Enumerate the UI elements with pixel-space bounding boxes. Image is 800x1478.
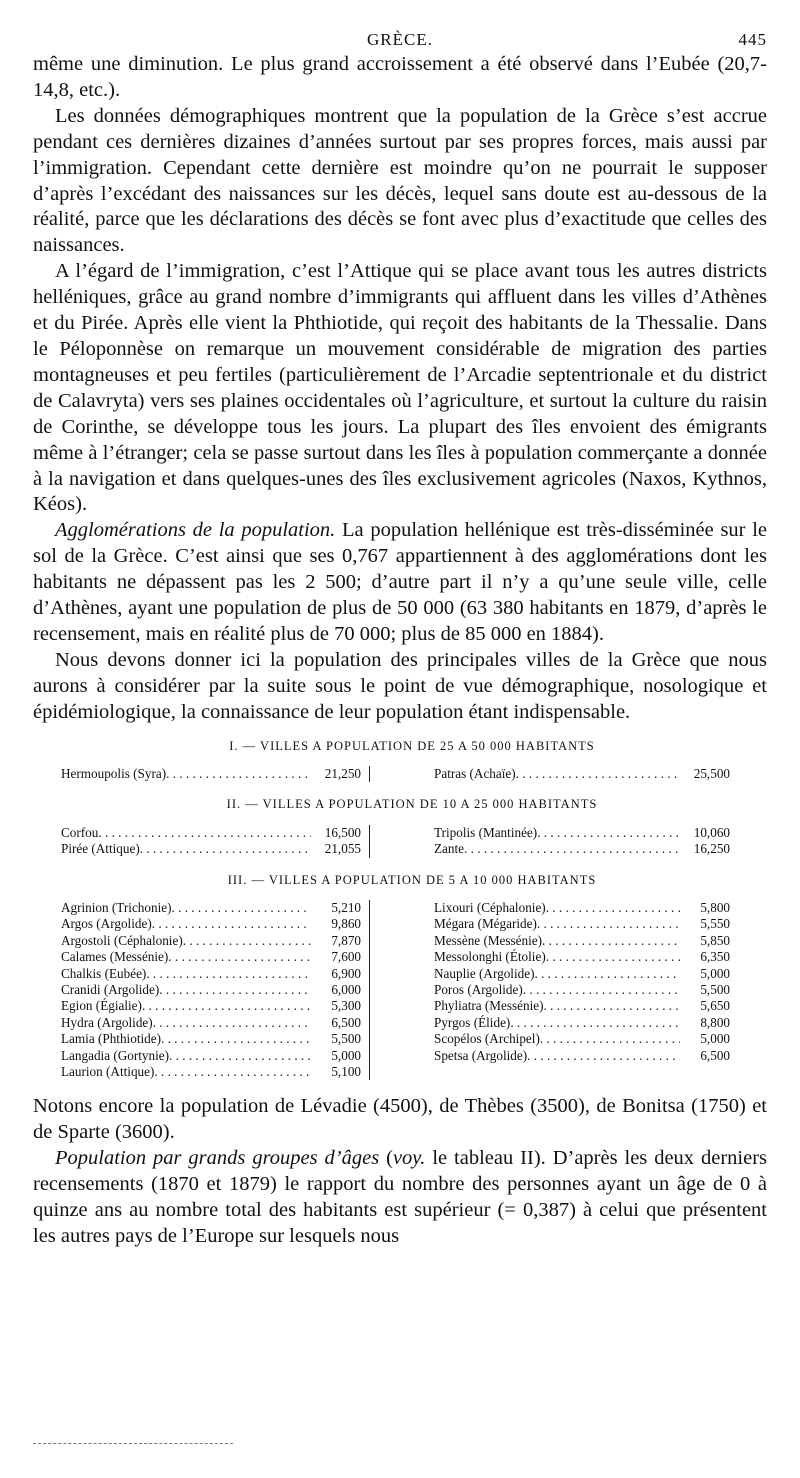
table-row — [61, 1015, 361, 1031]
table-row — [61, 966, 361, 982]
running-title: GRÈCE. — [367, 30, 433, 49]
population-value: 8,800 — [700, 1014, 730, 1030]
table-row — [434, 766, 730, 782]
table-row — [434, 1031, 730, 1047]
leader-dots — [98, 825, 311, 841]
leader-dots — [540, 1031, 680, 1047]
table-row — [61, 916, 361, 932]
leader-dots — [542, 933, 680, 949]
paragraph — [33, 259, 767, 518]
population-value: 6,500 — [700, 1047, 730, 1063]
table-row — [434, 825, 730, 841]
table-column-left — [61, 900, 370, 1080]
leader-dots — [154, 1064, 311, 1080]
table-column-right — [434, 766, 730, 782]
city-name: Agrinion (Trichonie) — [61, 900, 172, 915]
leader-dots — [152, 916, 311, 932]
table-row — [61, 841, 361, 857]
table-heading: I. — VILLES A POPULATION DE 25 A 50 000 HABITANTS — [229, 738, 595, 753]
paragraph — [33, 1094, 767, 1146]
population-value: 6,900 — [331, 965, 361, 981]
paragraph-text: Notons encore la population de Lévadie (4500), de Thèbes (3500), de Bonitsa (1750) et de Sparte (3600). — [33, 1095, 767, 1144]
paragraph-text: ( — [379, 1147, 393, 1170]
leader-dots — [172, 900, 312, 916]
leader-dots — [546, 949, 680, 965]
population-value: 5,000 — [700, 1031, 730, 1047]
footer-rule — [33, 1443, 233, 1444]
population-value: 16,500 — [324, 824, 361, 840]
leader-dots — [140, 841, 311, 857]
page — [33, 26, 767, 1250]
paragraph — [33, 52, 767, 104]
city-name: Pirée (Attique) — [61, 841, 140, 857]
table-heading: II. — VILLES A POPULATION DE 10 A 25 000 HABITANTS — [226, 797, 598, 812]
city-name: Zante — [434, 841, 465, 857]
table-heading: III. — VILLES A POPULATION DE 5 A 10 000 HABITANTS — [227, 872, 597, 887]
population-value: 16,250 — [693, 841, 730, 857]
city-name: Tripolis (Mantinée) — [434, 824, 538, 840]
table-row — [61, 1064, 361, 1080]
city-name: Chalkis (Eubée) — [61, 965, 147, 981]
leader-dots — [516, 766, 680, 782]
paragraph-text: même une diminution. Le plus grand accroissement a été observé dans l’Eubée (20,7-14,8, etc.). — [33, 53, 767, 101]
table-section — [61, 738, 763, 783]
population-value: 5,210 — [331, 900, 361, 915]
city-name: Lamia (Phthiotide) — [61, 1031, 161, 1047]
table-row — [61, 900, 361, 916]
leader-dots — [464, 841, 680, 857]
leader-dots — [546, 900, 680, 916]
population-value: 5,650 — [700, 998, 730, 1014]
city-name: Scopélos (Archipel) — [434, 1031, 540, 1047]
body-text-after-table — [33, 1094, 767, 1249]
table-row — [434, 1048, 730, 1064]
table-row — [61, 949, 361, 965]
italic-text: voy. — [392, 1147, 426, 1170]
paragraph-text: le tableau II). D’après les deux derniers recensements (1870 et 1879) le rapport du nombre des personnes ayant un âge de 0 à quinze ans au nombre total des habitants est supérieur (= 0,387) à celui que présentent les autres pays de l’Europe sur lesquels nous — [33, 1147, 767, 1247]
paragraph — [33, 1146, 767, 1250]
leader-dots — [142, 998, 311, 1014]
population-value: 5,000 — [700, 965, 730, 981]
leader-dots — [544, 998, 681, 1014]
page-number: 445 — [738, 30, 767, 49]
population-value: 5,550 — [700, 916, 730, 932]
city-name: Pyrgos (Élide) — [434, 1014, 511, 1030]
leader-dots — [153, 1015, 311, 1031]
table-section — [61, 872, 763, 1081]
paragraph-text: Les données démographiques montrent que la population de la Grèce s’est accrue pendant ces dernières dizaines d’années surtout par ses propres forces, mais aussi par l’immigration. Cependant cette dernière est moindre qu’on ne pourrait le supposer d’après l’excédant des naissances sur les décès, lequel sans doute est au-dessous de la réalité, parce que les déclarations des décès se font avec plus d’exactitude que celles des naissances. — [33, 104, 767, 257]
table-row — [61, 766, 361, 782]
city-name: Egion (Égialie) — [61, 998, 142, 1014]
leader-dots — [169, 1048, 311, 1064]
paragraph — [33, 518, 767, 648]
leader-dots — [527, 1048, 680, 1064]
table-row — [434, 998, 730, 1014]
city-name: Messolonghi (Étolie) — [434, 949, 546, 965]
population-value: 5,500 — [331, 1031, 361, 1047]
table-row — [61, 933, 361, 949]
table-column-right — [434, 900, 730, 1080]
population-value: 9,860 — [331, 916, 361, 932]
leader-dots — [537, 825, 680, 841]
population-value: 5,800 — [700, 900, 730, 915]
city-name: Laurion (Attique) — [61, 1064, 155, 1080]
italic-text: Population par grands groupes d’âges — [55, 1147, 380, 1170]
leader-dots — [183, 933, 311, 949]
table-row — [434, 916, 730, 932]
population-value: 7,870 — [331, 932, 361, 948]
population-value: 5,850 — [700, 932, 730, 948]
paragraph — [33, 104, 767, 259]
city-name: Argostoli (Céphalonie) — [61, 932, 183, 948]
table-row — [434, 1015, 730, 1031]
city-name: Lixouri (Céphalonie) — [434, 900, 546, 915]
city-name: Argos (Argolide) — [61, 916, 152, 932]
leader-dots — [534, 966, 680, 982]
table-row — [61, 825, 361, 841]
city-name: Cranidi (Argolide) — [61, 982, 160, 998]
leader-dots — [168, 949, 311, 965]
city-name: Corfou — [61, 824, 99, 840]
table-column-right — [434, 825, 730, 858]
paragraph-text: La population hellénique est très-disséminée sur le sol de la Grèce. C’est ainsi que ses 0,767 appartiennent à des agglomérations dont les habitants ne dépassent pas les 2 500; d’autre part il n’y a qu’une seule ville, celle d’Athènes, ayant une population de plus de 50 000 (63 380 habitants en 1879, d’après le recensement, mais en réalité plus de 70 000; plus de 85 000 en 1884). — [33, 519, 767, 645]
population-value: 21,250 — [324, 765, 361, 781]
paragraph-text: Nous devons donner ici la population des principales villes de la Grèce que nous aurons à considérer par la suite sous le point de vue démographique, nosologique et épidémiologique, la connaissance de leur population étant indispensable. — [33, 648, 767, 723]
paragraph — [33, 648, 767, 726]
table-column-left — [61, 825, 370, 858]
leader-dots — [146, 966, 311, 982]
population-value: 5,300 — [331, 998, 361, 1014]
city-name: Hermoupolis (Syra) — [61, 765, 167, 781]
population-value: 6,350 — [700, 949, 730, 965]
city-name: Messène (Messénie) — [434, 932, 543, 948]
population-value: 5,100 — [331, 1064, 361, 1080]
city-name: Phyliatra (Messénie) — [434, 998, 544, 1014]
leader-dots — [510, 1015, 680, 1031]
leader-dots — [537, 916, 680, 932]
city-name: Nauplie (Argolide) — [434, 965, 535, 981]
population-value: 21,055 — [324, 841, 361, 857]
population-value: 5,500 — [700, 982, 730, 998]
population-value: 25,500 — [693, 765, 730, 781]
city-population-tables — [61, 738, 763, 1081]
leader-dots — [159, 982, 311, 998]
table-row — [434, 982, 730, 998]
table-row — [61, 1031, 361, 1047]
body-text-before-table — [33, 52, 767, 726]
city-name: Hydra (Argolide) — [61, 1014, 153, 1030]
population-value: 10,060 — [693, 824, 730, 840]
table-row — [434, 841, 730, 857]
city-name: Spetsa (Argolide) — [434, 1047, 528, 1063]
leader-dots — [166, 766, 311, 782]
table-row — [434, 966, 730, 982]
population-value: 6,500 — [331, 1014, 361, 1030]
population-value: 5,000 — [331, 1047, 361, 1063]
running-head — [33, 26, 767, 52]
city-name: Patras (Achaïe) — [434, 765, 516, 781]
table-row — [61, 1048, 361, 1064]
leader-dots — [161, 1031, 311, 1047]
table-row — [61, 998, 361, 1014]
table-row — [61, 982, 361, 998]
city-name: Mégara (Mégaride) — [434, 916, 537, 932]
paragraph-text: A l’égard de l’immigration, c’est l’Attique qui se place avant tous les autres districts helléniques, grâce au grand nombre d’immigrants qui affluent dans les villes d’Athènes et du Pirée. Après elle vient la Phthiotide, qui reçoit des habitants de la Thessalie. Dans le Péloponnèse on remarque un mouvement considérable de migration des parties montagneuses et peu fertiles (particulièrement de l’Arcadie septentrionale et du district de Calavryta) vers ses plaines occidentales où l’agriculture, et surtout la culture du raisin de Corinthe, se développe tous les jours. La plupart des îles envoient des émigrants même à l’étranger; cela se passe surtout dans les îles à population commerçante a donnée à la navigation et dans quelques-unes des îles exclusivement agricoles (Naxos, Kythnos, Kéos). — [33, 260, 767, 516]
city-name: Langadia (Gortynie) — [61, 1047, 170, 1063]
table-row — [434, 933, 730, 949]
table-column-left — [61, 766, 370, 782]
table-row — [434, 900, 730, 916]
table-row — [434, 949, 730, 965]
population-value: 6,000 — [331, 982, 361, 998]
italic-text: Agglomérations de la population. — [55, 519, 336, 542]
leader-dots — [523, 982, 680, 998]
table-section — [61, 796, 763, 857]
population-value: 7,600 — [331, 949, 361, 965]
city-name: Poros (Argolide) — [434, 982, 523, 998]
city-name: Calames (Messénie) — [61, 949, 169, 965]
